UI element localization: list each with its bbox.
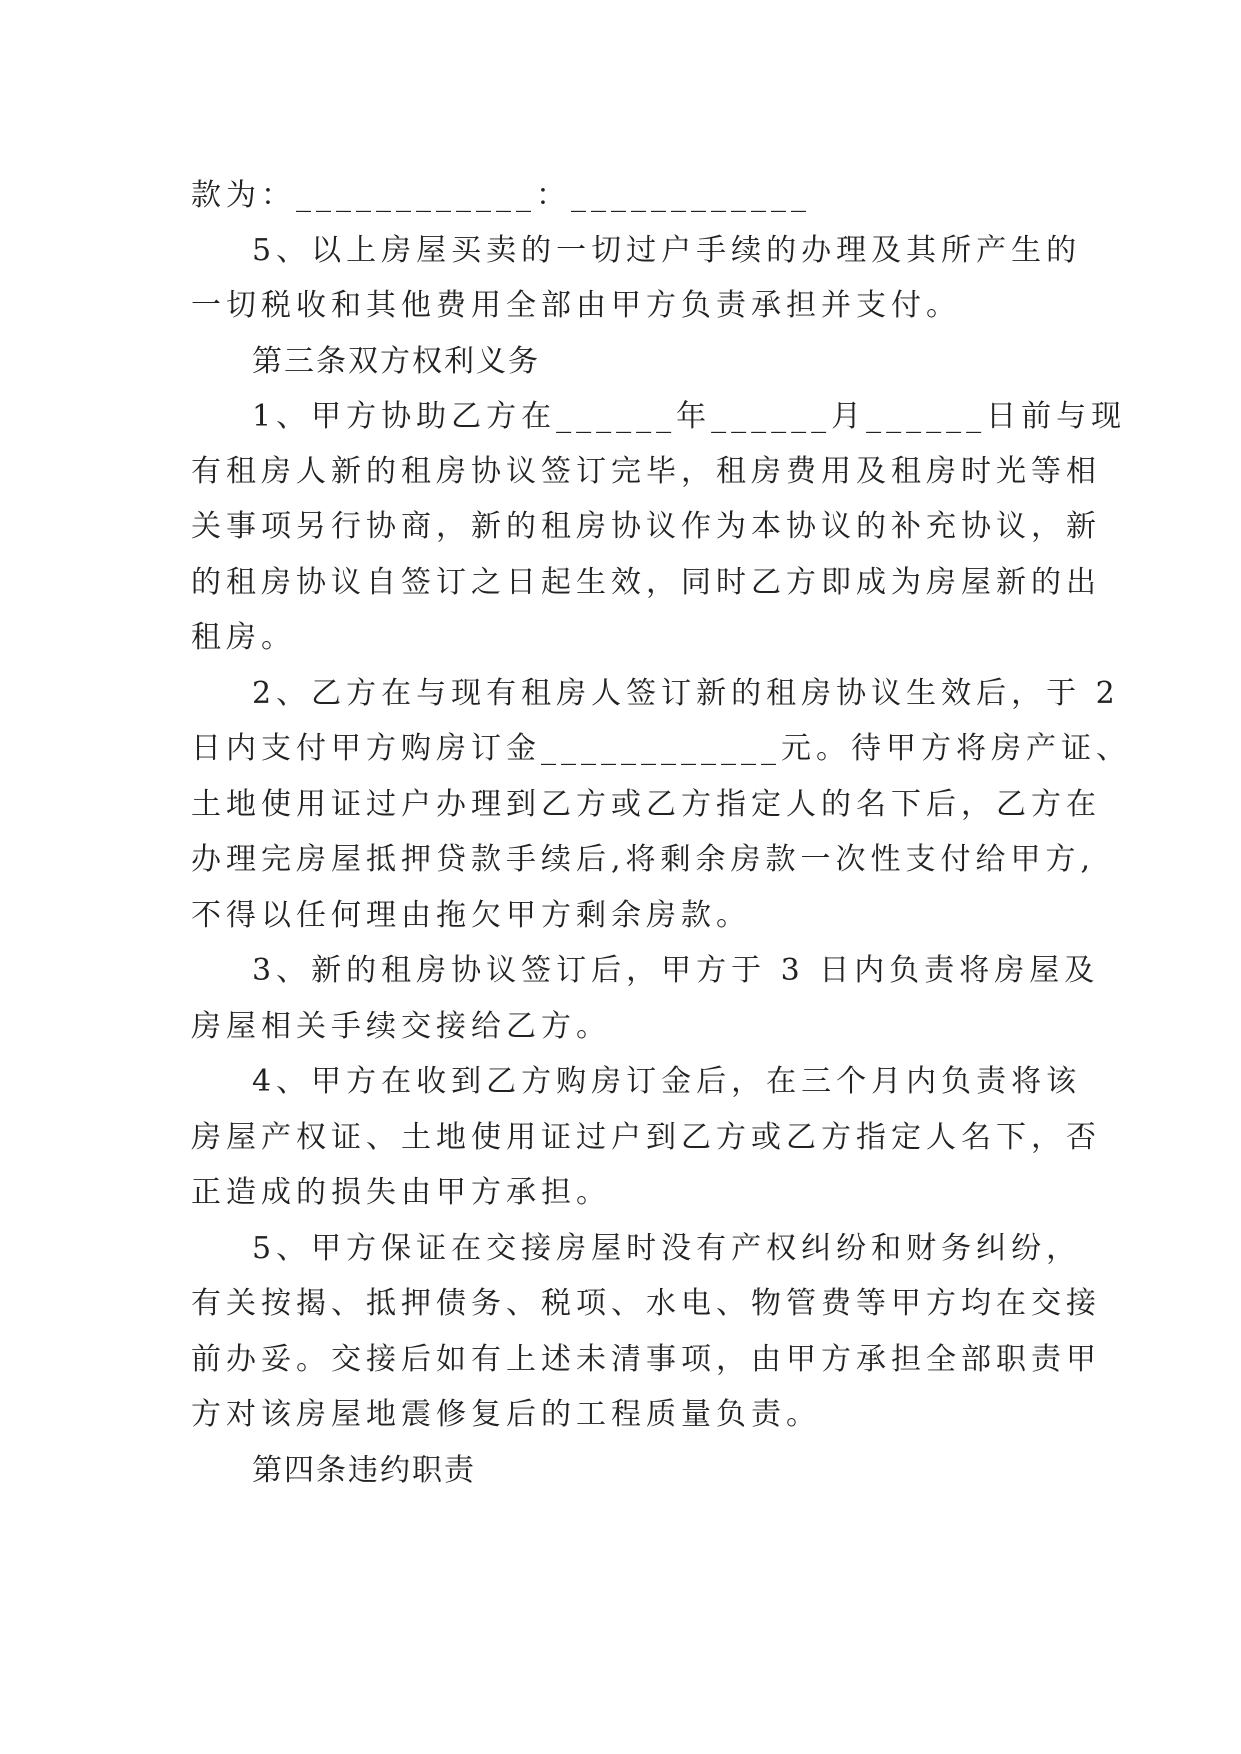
text-line-rights-1-continued: 关事项另行协商，新的租房协议作为本协议的补充协议，新 [191, 509, 1101, 544]
text-line-rights-1-continued: 有租房人新的租房协议签订完毕，租房费用及租房时光等相 [191, 454, 1101, 489]
text-line-rights-2-start: 2、乙方在与现有租房人签订新的租房协议生效后，于 2 [252, 676, 1120, 711]
text-line-clause-5-start: 5、以上房屋买卖的一切过户手续的办理及其所产生的 [252, 233, 1082, 268]
text-line-rights-5-continued: 有关按揭、抵押债务、税项、水电、物管费等甲方均在交接 [191, 1286, 1101, 1321]
text-line-rights-1-end: 租房。 [191, 620, 296, 655]
text-line-rights-4-end: 正造成的损失由甲方承担。 [191, 1175, 611, 1210]
text-line-rights-4-start: 4、甲方在收到乙方购房订金后，在三个月内负责将该 [252, 1064, 1082, 1099]
text-line-payment: 款为：____________：____________ [191, 178, 811, 213]
text-line-rights-3-start: 3、新的租房协议签订后，甲方于 3 日内负责将房屋及 [252, 953, 1100, 988]
text-line-rights-3-end: 房屋相关手续交接给乙方。 [191, 1009, 611, 1044]
text-line-rights-5-end: 方对该房屋地震修复后的工程质量负责。 [191, 1397, 821, 1432]
text-line-rights-5-continued: 前办妥。交接后如有上述未清事项，由甲方承担全部职责甲 [191, 1342, 1101, 1377]
section-heading-rights: 第三条双方权利义务 [252, 344, 540, 379]
text-line-rights-2-continued: 日内支付甲方购房订金____________元。待甲方将房产证、 [191, 731, 1131, 766]
text-line-rights-5-start: 5、甲方保证在交接房屋时没有产权纠纷和财务纠纷， [252, 1231, 1082, 1266]
section-heading-liability: 第四条违约职责 [252, 1453, 476, 1488]
text-line-rights-4-continued: 房屋产权证、土地使用证过户到乙方或乙方指定人名下，否 [191, 1120, 1101, 1155]
text-line-rights-2-end: 不得以任何理由拖欠甲方剩余房款。 [191, 898, 751, 933]
text-line-rights-2-continued: 办理完房屋抵押贷款手续后,将剩余房款一次性支付给甲方, [191, 842, 1096, 877]
text-line-clause-5-end: 一切税收和其他费用全部由甲方负责承担并支付。 [191, 288, 961, 323]
text-line-rights-1-continued: 的租房协议自签订之日起生效，同时乙方即成为房屋新的出 [191, 565, 1101, 600]
text-line-rights-2-continued: 土地使用证过户办理到乙方或乙方指定人的名下后，乙方在 [191, 787, 1101, 822]
text-line-rights-1-start: 1、甲方协助乙方在______年______月______日前与现 [252, 399, 1127, 434]
